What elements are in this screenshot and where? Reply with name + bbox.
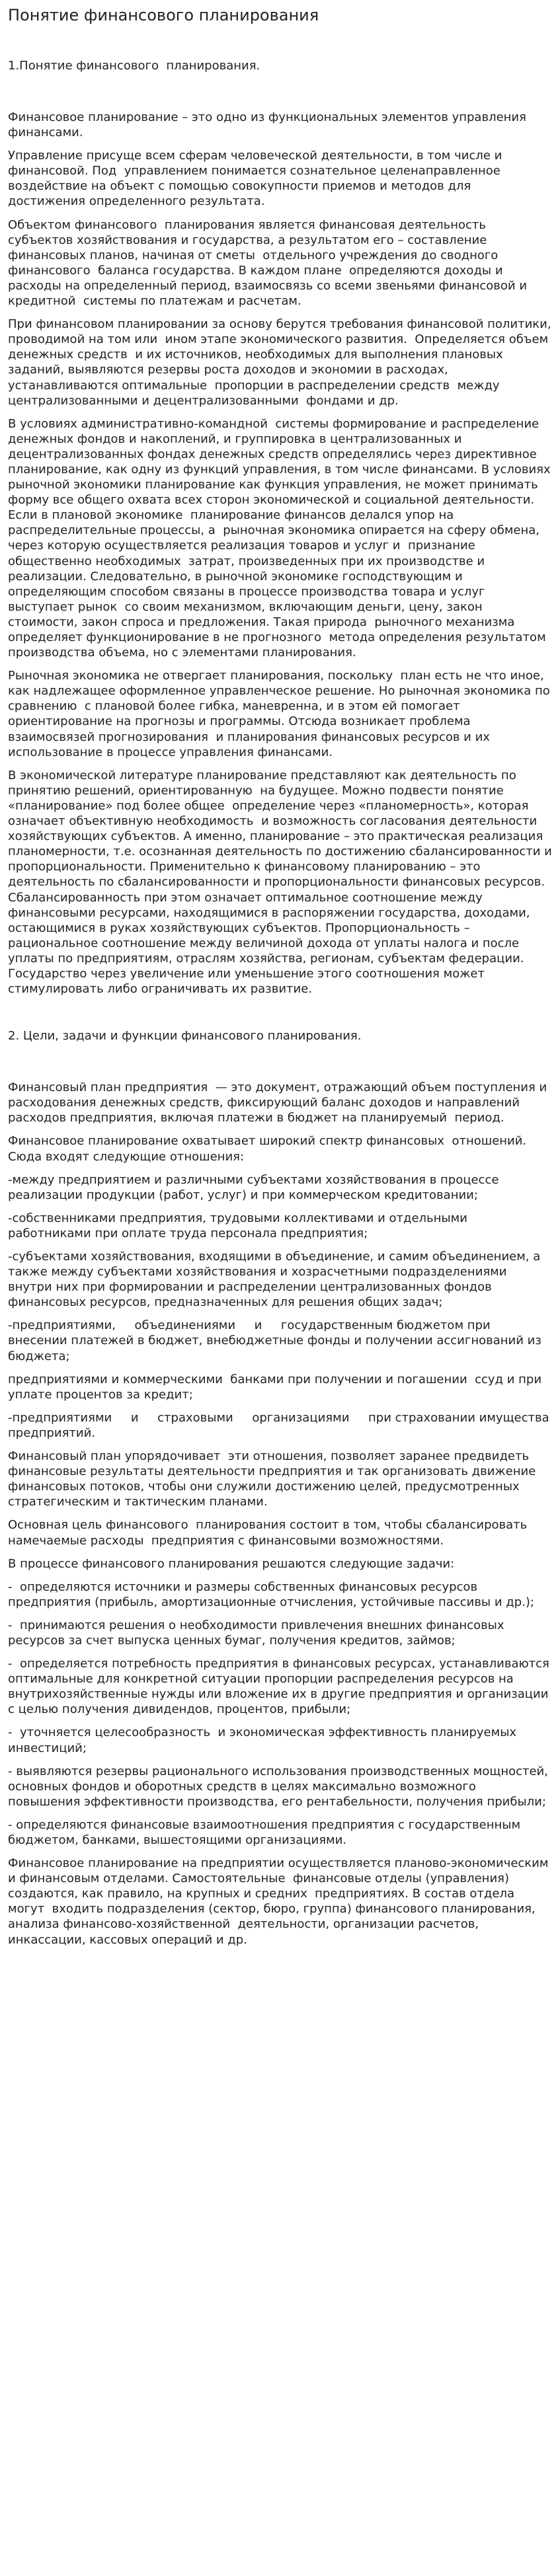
list-item: -собственниками предприятия, трудовыми коллективами и отдельными работниками при оплате труда персонала предприятия; <box>8 1211 471 1240</box>
list-item: - уточняется целесообразность и экономическая эффективность планируемых инвестиций; <box>8 1725 520 1755</box>
section-1-body <box>8 110 556 997</box>
paragraph: Основная цель финансового планирования состоит в том, чтобы сбалансировать намечаемые расходы предприятия с финансовыми возможностями. <box>8 1518 531 1548</box>
paragraph: При финансовом планировании за основу берутся требования финансовой политики, проводимой на том или ином этапе экономического развития. Определяется объем денежных средств и их источников, необходимых для выполнения плановых заданий, выявляются резервы роста доходов и экономии в расходах, устанавливаются оптимальные пропорции в распределении средств между централизованными и децентрализованными фондами и др. <box>8 317 555 408</box>
section-heading-2: 2. Цели, задачи и функции финансового планирования. <box>8 1029 362 1043</box>
paragraph: Финансовое планирование на предприятии осуществляется планово-экономическим и финансовым отделами. Самостоятельные финансовые отделы (управления) создаются, как правило, на крупных и средних предприятиях. В состав отдела могут входить подразделения (сектор, бюро, группа) финансового планирования, анализа финансово-хозяйственной деятельности, организации расчетов, инкассации, кассовых операций и др. <box>8 1856 556 1947</box>
paragraph: Финансовое планирование – это одно из функциональных элементов управления финансами. <box>8 110 530 140</box>
list-item: -предприятиями, объединениями и государственным бюджетом при внесении платежей в бюджет, внебюджетные фонды и получении ассигнований из бюджета; <box>8 1318 545 1363</box>
paragraph: Объектом финансового планирования является финансовая деятельность субъектов хозяйствования и государства, а результатом его – составление финансовых планов, начиная от сметы отдельного учреждения до сводного финансового баланса государства. В каждом плане определяются доходы и расходы на определенный период, взаимосвязь со всеми звеньями финансовой и кредитной системы по платежам и расчетам. <box>8 217 531 309</box>
page-title: Понятие финансового планирования <box>8 6 319 24</box>
list-item: -субъектами хозяйствования, входящими в объединение, и самим объединением, а также между субъектами хозяйствования и хозрасчетными подразделениями внутри них при формировании и распределении централизованных фондов финансовых ресурсов, предназначенных для решения общих задач; <box>8 1250 545 1310</box>
list-item: - определяются источники и размеры собственных финансовых ресурсов предприятия (прибыль, амортизационные отчисления, устойчивые пассивы и др.); <box>8 1579 534 1609</box>
list-item: предприятиями и коммерческими банками при получении и погашении ссуд и при уплате процентов за кредит; <box>8 1372 545 1402</box>
list-item: - принимаются решения о необходимости привлечения внешних финансовых ресурсов за счет выпуска ценных бумаг, получения кредитов, займов; <box>8 1618 508 1648</box>
list-item: - определяется потребность предприятия в финансовых ресурсах, устанавливаются оптимальные для конкретной ситуации пропорции распределения ресурсов на внутрихозяйственные нужды или вложение их в другие предприятия и организации с целью получения дивидендов, процентов, прибыли; <box>8 1657 553 1717</box>
paragraph: В процессе финансового планирования решаются следующие задачи: <box>8 1556 455 1571</box>
section-2-body <box>8 1080 556 1948</box>
list-item: - определяются финансовые взаимоотношения предприятия с государственным бюджетом, банками, вышестоящими организациями. <box>8 1817 524 1847</box>
paragraph: В условиях административно-командной системы формирование и распределение денежных фондов и накоплений, и группировка в централизованных и децентрализованных фондах денежных средств определялись через директивное планирование, как одну из функций управления, в том числе финансами. В условиях рыночной экономики планирование как функция управления, не может принимать форму все общего охвата всех сторон экономической и социальной деятельности. Если в плановой экономике планирование финансов делался упор на распределительные процессы, а рыночная экономика опирается на сферу обмена, через которую осуществляется реализация товаров и услуг и признание общественно необходимых затрат, произведенных при их производстве и реализации. Следовательно, в рыночной экономике господствующим и определяющим способом связаны в процессе производства товара и услуг выступает рынок со своим механизмом, включающим деньги, цену, закон стоимости, закон спроса и предложения. Такая природа рыночного механизма определяет функционирование в не прогнозного метода определения результатом производства объема, но с элементами планирования. <box>8 416 555 660</box>
paragraph: В экономической литературе планирование представляют как деятельность по принятию решений, ориентированную на будущее. Можно подвести понятие «планирование» под более общее определение через «планомерность», которая означает объективную необходимость и возможность согласования деятельности хозяйствующих субъектов. А именно, планирование – это практическая реализация планомерности, т.е. осознанная деятельность по достижению сбалансированности и пропорциональности. Применительно к финансовому планированию – это деятельность по сбалансированности и пропорциональности финансовых ресурсов. Сбалансированность при этом означает оптимальное соотношение между финансовыми ресурсами, находящимися в распоряжении государства, доходами, остающимися в руках хозяйствующих субъектов. Пропорциональность – рациональное соотношение между величиной дохода от уплаты налога и после уплаты по предприятиям, отраслям хозяйства, регионам, субъектам федерации. Государство через увеличение или уменьшение этого соотношения может стимулировать либо ограничивать их развитие. <box>8 768 556 997</box>
paragraph: Управление присуще всем сферам человеческой деятельности, в том числе и финансовой. Под управлением понимается сознательное целенаправленное воздействие на объект с помощью совокупности приемов и методов для достижения определенного результата. <box>8 149 506 209</box>
section-heading-1: 1.Понятие финансового планирования. <box>8 59 260 73</box>
list-item: -между предприятием и различными субъектами хозяйствования в процессе реализации продукции (работ, услуг) и при коммерческом кредитовании; <box>8 1172 503 1202</box>
list-item: - выявляются резервы рационального использования производственных мощностей, основных фондов и оборотных средств в целях максимально возможного повышения эффективности производства, его рентабельности, получения прибыли; <box>8 1764 552 1809</box>
paragraph: Финансовый план предприятия — это документ, отражающий объем поступления и расходования денежных средств, фиксирующий баланс доходов и направлений расходов предприятия, включая платежи в бюджет на планируемый период. <box>8 1080 551 1125</box>
paragraph: Финансовое планирование охватывает широкий спектр финансовых отношений. Сюда входят следующие отношения: <box>8 1134 530 1164</box>
paragraph: Финансовый план упорядочивает эти отношения, позволяет заранее предвидеть финансовые результаты деятельности предприятия и так организовать движение финансовых потоков, чтобы они служили достижению целей, предусмотренных стратегическим и тактическим планами. <box>8 1449 540 1509</box>
paragraph: Рыночная экономика не отвергает планирования, поскольку план есть не что иное, как надлежащее оформленное управленческое решение. Но рыночная экономика по сравнению с плановой более гибка, маневренна, и в этом ей помогает ориентирование на прогнозы и программы. Отсюда возникает проблема взаимосвязей прогнозирования и планирования финансовых ресурсов и их использование в процессе управления финансами. <box>8 669 554 759</box>
list-item: -предприятиями и страховыми организациями при страховании имущества предприятий. <box>8 1410 553 1440</box>
